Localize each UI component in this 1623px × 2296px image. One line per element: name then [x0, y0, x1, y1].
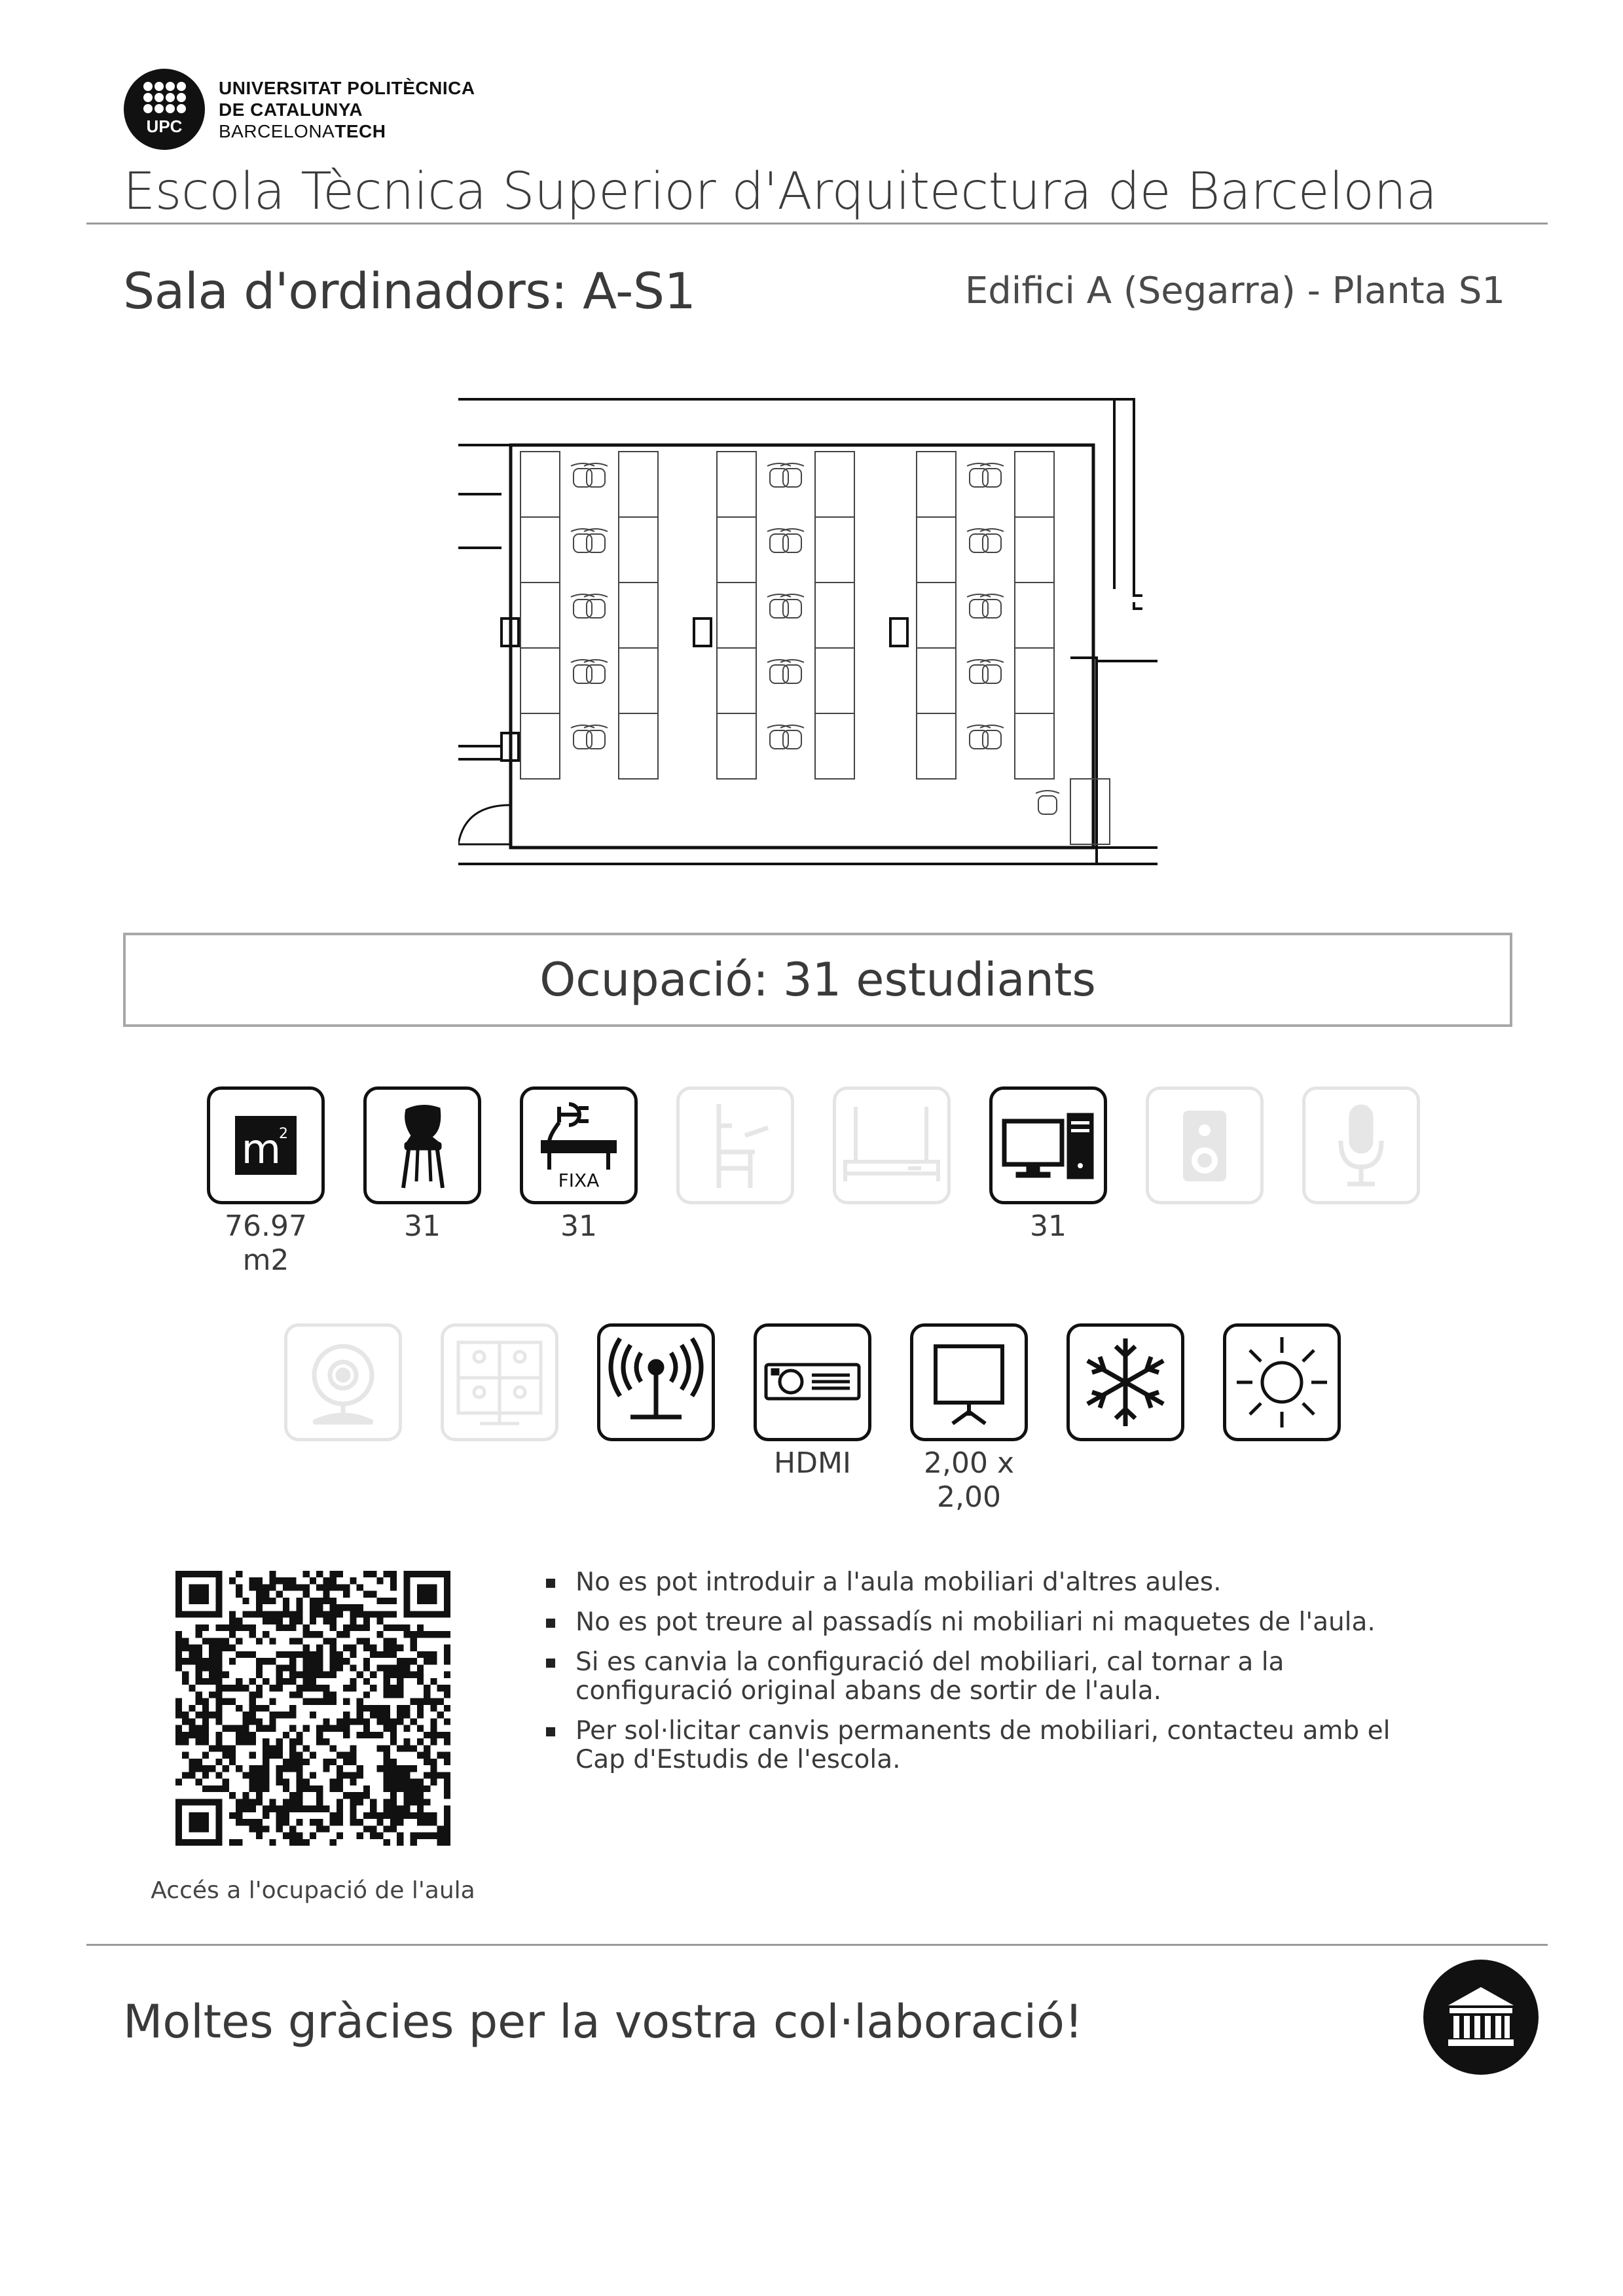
logo-line-3b: TECH: [335, 121, 386, 141]
logo-line-3a: BARCELONA: [219, 121, 335, 141]
upc-logo-badge: UPC: [146, 117, 183, 136]
school-chair-icon: [676, 1086, 794, 1204]
area-m-glyph: m: [241, 1125, 282, 1173]
drawing-table-icon: [833, 1086, 951, 1204]
computer-icon: [989, 1086, 1107, 1204]
rule-item: No es pot introduir a l'aula mobiliari d'altres aules.: [539, 1568, 1391, 1597]
webcam-icon: [284, 1323, 402, 1441]
upc-logo-icon: [123, 68, 206, 151]
projector-icon: [754, 1323, 871, 1441]
rule-item: Si es canvia la configuració del mobiliari, cal tornar a la configuració original abans de sortir de l'aula.: [539, 1648, 1391, 1706]
microphone-icon: [1302, 1086, 1420, 1204]
area-sup-glyph: 2: [279, 1126, 288, 1142]
thanks-message: Moltes gràcies per la vostra col·laboració!: [123, 1995, 1084, 2049]
area-caption: 76.97 m2: [225, 1210, 307, 1277]
projection-screen-icon: [910, 1323, 1028, 1441]
wifi-antenna-icon: [597, 1323, 715, 1441]
area-m2-icon: [207, 1086, 325, 1204]
occupancy-box: Ocupació: 31 estudiants: [123, 933, 1512, 1027]
fixed-desk-icon: [520, 1086, 638, 1204]
logo-line-2: DE CATALUNYA: [219, 99, 363, 120]
chair-icon: [363, 1086, 481, 1204]
computer-caption: 31: [1030, 1210, 1067, 1243]
header-divider: [86, 223, 1548, 224]
fixed-desk-label: FIXA: [558, 1170, 600, 1191]
air-conditioning-icon: [1067, 1323, 1184, 1441]
projector-caption: HDMI: [774, 1446, 851, 1480]
etsab-logo-icon: [1422, 1958, 1540, 2076]
school-name: Escola Tècnica Superior d'Arquitectura de Barcelona: [123, 162, 1437, 221]
footer-divider: [86, 1944, 1548, 1946]
rules-list: [539, 1568, 1391, 1785]
floor-plan: [458, 393, 1159, 870]
room-title: Sala d'ordinadors: A-S1: [123, 262, 696, 320]
qr-code[interactable]: [175, 1571, 450, 1846]
fixed-desk-caption: 31: [560, 1210, 597, 1243]
rule-item: Per sol·licitar canvis permanents de mobiliari, contacteu amb el Cap d'Estudis de l'escola.: [539, 1717, 1391, 1774]
upc-logo: [123, 68, 490, 151]
logo-line-1: UNIVERSITAT POLITÈCNICA: [219, 78, 475, 98]
chair-caption: 31: [404, 1210, 441, 1243]
videoconference-icon: [441, 1323, 558, 1441]
building-location: Edifici A (Segarra) - Planta S1: [964, 270, 1505, 312]
speaker-icon: [1146, 1086, 1264, 1204]
screen-size-caption: 2,00 x 2,00: [924, 1446, 1014, 1514]
heating-icon: [1223, 1323, 1341, 1441]
rule-item: No es pot treure al passadís ni mobiliari ni maquetes de l'aula.: [539, 1608, 1391, 1637]
qr-caption: Accés a l'ocupació de l'aula: [151, 1877, 475, 1904]
